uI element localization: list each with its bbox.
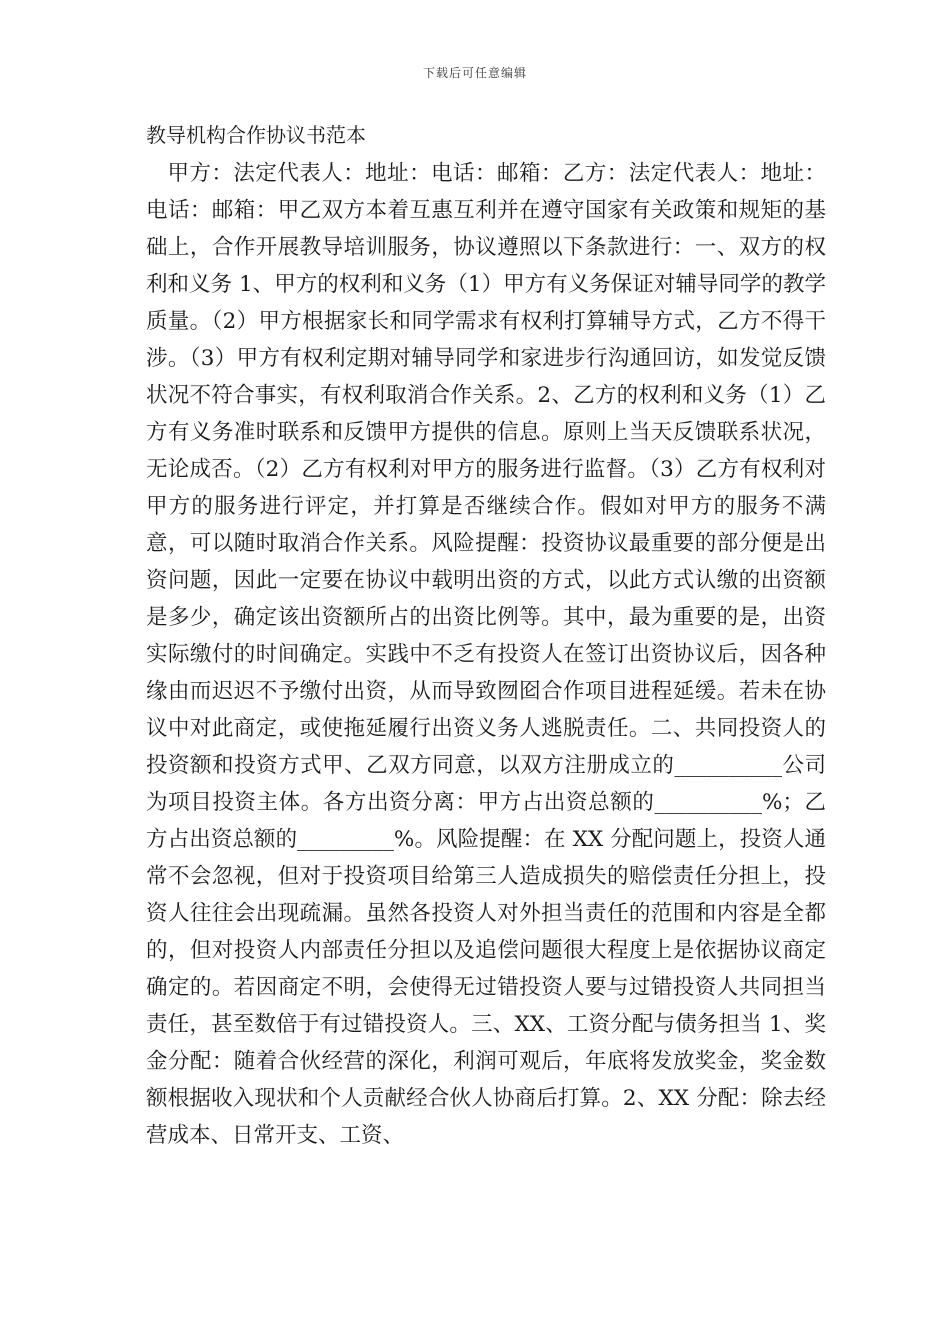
page-header: 下载后可任意编辑 (422, 66, 527, 80)
document-body: 甲方：法定代表人：地址：电话：邮箱：乙方：法定代表人：地址：电话：邮箱：甲乙双方本着互惠互利并在遵守国家有关政策和规矩的基础上，合作开展教导培训服务，协议遵照以下条款进行：一、双方的权利和义务 1、甲方的权利和义务（1）甲方有义务保证对辅导同学的教学质量。（2）甲方根据家长和同学需求有权利打算辅导方式，乙方不得干涉。（3）甲方有权利定期对辅导同学和家进步行沟通回访，如发觉反馈状况不符合事实，有权利取消合作关系。2、乙方的权利和义务（1）乙方有义务准时联系和反馈甲方提供的信息。原则上当天反馈联系状况，无论成否。（2）乙方有权利对甲方的服务进行监督。（3）乙方有权利对甲方的服务进行评定，并打算是否继续合作。假如对甲方的服务不满意，可以随时取消合作关系。风险提醒：投资协议最重要的部分便是出资问题，因此一定要在协议中载明出资的方式，以此方式认缴的出资额是多少，确定该出资额所占的出资比例等。其中，最为重要的是，出资实际缴付的时间确定。实践中不乏有投资人在签订出资协议后，因各种缘由而迟迟不予缴付出资，从而导致囫囵合作项目进程延缓。若未在协议中对此商定，或使拖延履行出资义务人逃脱责任。二、共同投资人的投资额和投资方式甲、乙双方同意，以双方注册成立的__________公司为项目投资主体。各方出资分离：甲方占出资总额的__________%；乙方占出资总额的_________%。风险提醒：在 XX 分配问题上，投资人通常不会忽视，但对于投资项目给第三人造成损失的赔偿责任分担上，投资人往往会出现疏漏。虽然各投资人对外担当责任的范围和内容是全都的，但对投资人内部责任分担以及追偿问题很大程度上是依据协议商定确定的。若因商定不明，会使得无过错投资人要与过错投资人共同担当责任，甚至数倍于有过错投资人。三、XX、工资分配与债务担当 1、奖金分配：随着合伙经营的深化，利润可观后，年底将发放奖金，奖金数额根据收入现状和个人贡献经合伙人协商后打算。2、XX 分配：除去经营成本、日常开支、工资、 (146, 161, 826, 1148)
document-title: 教导机构合作协议书范本 (146, 123, 366, 147)
